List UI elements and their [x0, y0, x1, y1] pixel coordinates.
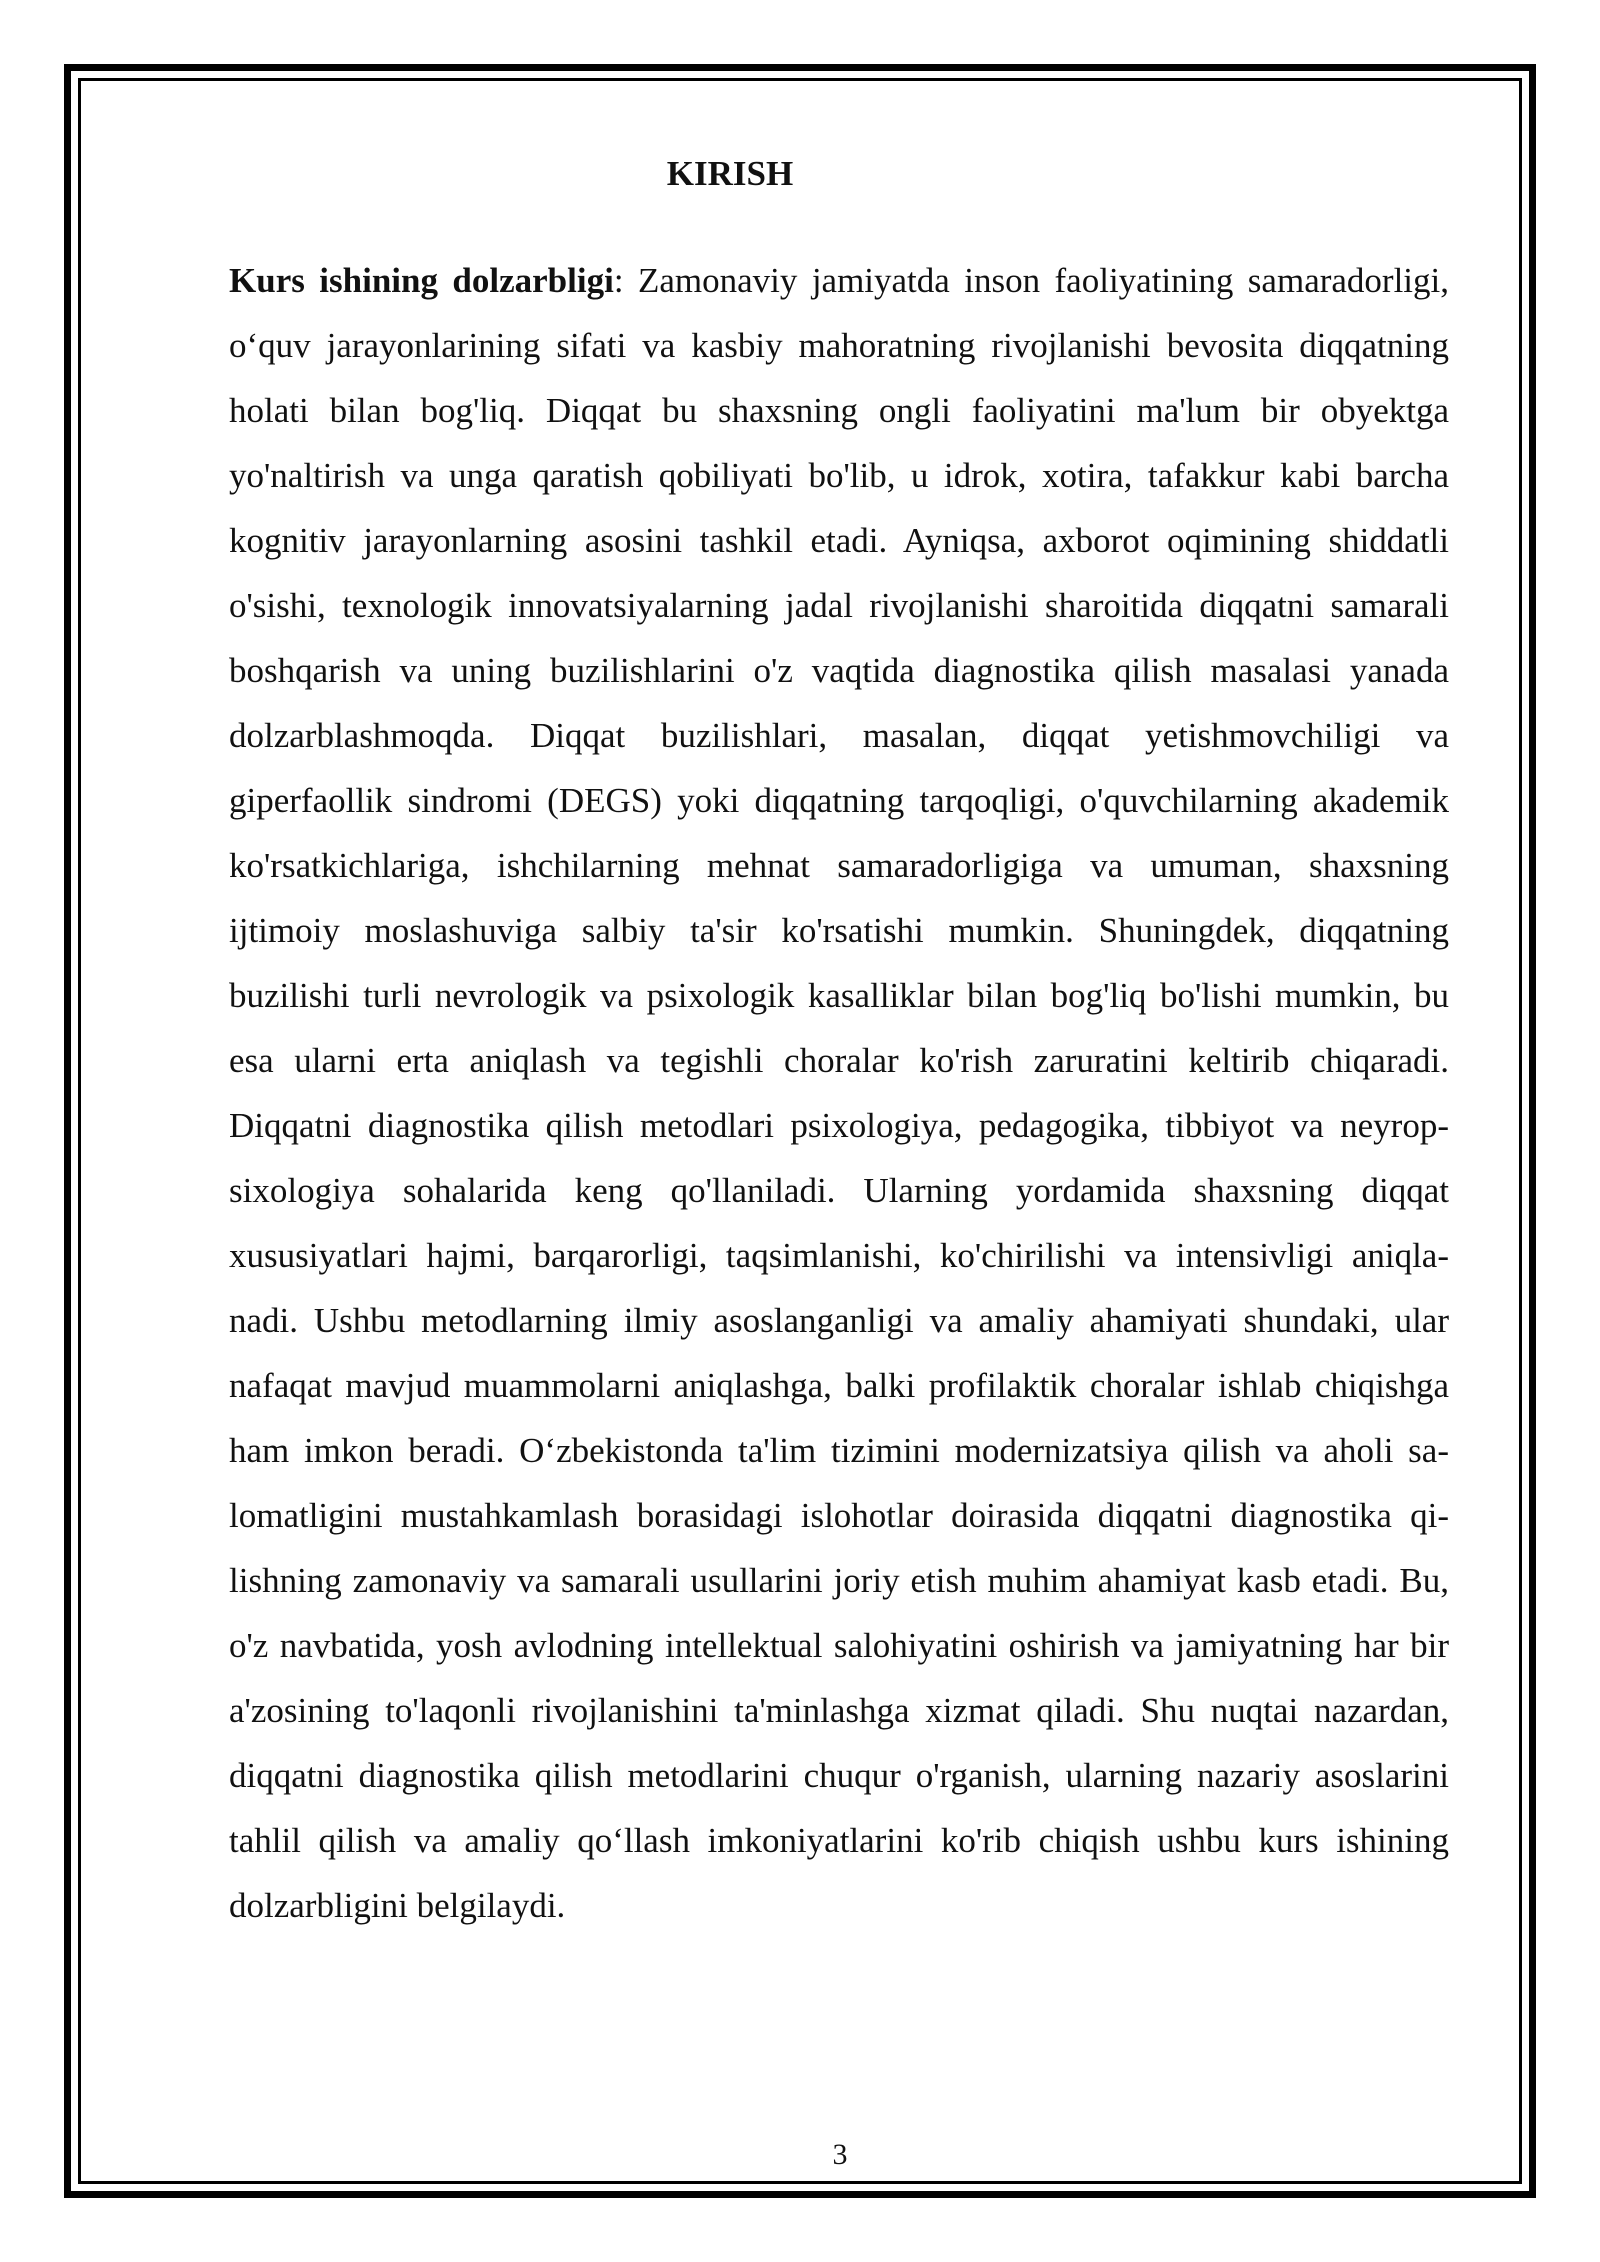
page-number: 3 — [832, 2138, 848, 2171]
body-paragraph — [229, 248, 1449, 1938]
paragraph-lead: Kurs ishining dolzarbligi — [229, 261, 614, 300]
section-heading: KIRISH — [666, 154, 794, 193]
paragraph-text: Zamonaviy jamiyatda inson faoliyatining samaradorligi, o‘quv jarayonlarining sifati va kasbiy mahoratning rivojlanishi bevosita diqqatning holati bilan bog'liq. Diqqat bu shaxsning ongli faoliyatini ma'lum bir obyektga yo'naltirish va unga qaratish qobiliyati bo'lib, u idrok, xotira, tafakkur kabi barcha kognitiv jarayonlarning asosini tashkil etadi. Ayniqsa, axborot oqimining shiddatli o'sishi, texnologik innovatsiyalarning jadal rivojlanishi sharoitida diqqatni samarali boshqarish va uning buzilishlarini o'z vaqtida diagnostika qilish masalasi yanada dolzarblashmoqda. Diqqat buzilishlari, masalan, diqqat yetishmovchiligi va giperfaollik sindromi (DEGS) yoki diqqatning tarqoqligi, o'quvchilarning akademik ko'rsatkichlariga, ishchilarning mehnat samaradorligiga va umuman, shaxsning ijtimoiy moslashuviga salbiy ta'sir ko'rsatishi mumkin. Shuningdek, diqqatning buzilishi turli nevrologik va psixologik kasalliklar bilan bog'liq bo'lishi mumkin, bu esa ularni erta aniqlash va tegishli choralar ko'rish zaruratini keltirib chiqaradi. Diqqatni diagnostika qilish metodlari psixologiya, pedagogika, tibbiyot va neyrop-sixologiya sohalarida keng qo'llaniladi. Ularning yordamida shaxsning diqqat xususiyatlari hajmi, barqarorligi, taqsimlanishi, ko'chirilishi va intensivligi aniqla-nadi. Ushbu metodlarning ilmiy asoslanganligi va amaliy ahamiyati shundaki, ular nafaqat mavjud muammolarni aniqlashga, balki profilaktik choralar ishlab chiqishga ham imkon beradi. O‘zbekistonda ta'lim tizimini modernizatsiya qilish va aholi sa-lomatligini mustahkamlash borasidagi islohotlar doirasida diqqatni diagnostika qi-lishning zamonaviy va samarali usullarini joriy etish muhim ahamiyat kasb etadi. Bu, o'z navbatida, yosh avlodning intellektual salohiyatini oshirish va jamiyatning har bir a'zosining to'laqonli rivojlanishini ta'minlashga xizmat qiladi. Shu nuqtai nazardan, diqqatni diagnostika qilish metodlarini chuqur o'rganish, ularning nazariy asoslarini tahlil qilish va amaliy qo‘llash imkoniyatlarini ko'rib chiqish ushbu kurs ishining dolzarbligini belgilaydi. — [229, 261, 1449, 1925]
lead-separator: : — [613, 261, 624, 300]
